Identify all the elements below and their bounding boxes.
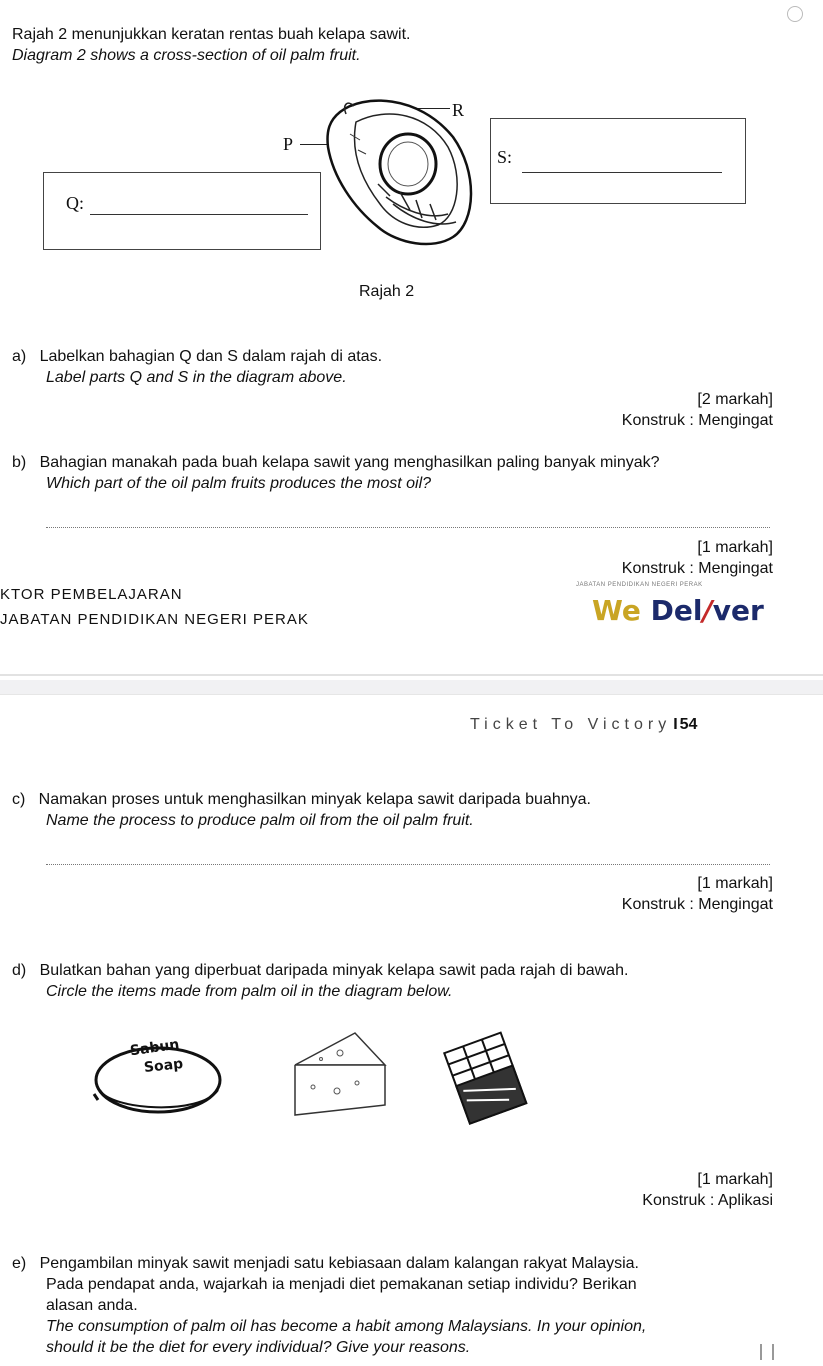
q-c-english: Name the process to produce palm oil from the oil palm fruit. — [46, 812, 474, 829]
label-q: Q: — [66, 193, 84, 213]
page-divider-top — [0, 674, 823, 676]
logo-word-we: We — [592, 594, 641, 627]
cheese-image — [285, 1025, 395, 1125]
scroll-marker-icon — [760, 1344, 774, 1360]
q-a-malay: a) Labelkan bahagian Q dan S dalam rajah di atas. — [12, 348, 383, 365]
label-r: R — [452, 100, 465, 120]
soap-text-english: Soap — [143, 1055, 184, 1077]
q-c-marks: [1 markah] — [697, 875, 773, 892]
q-b-answer-line — [46, 527, 770, 528]
we-deliver-logo — [592, 594, 764, 627]
q-e-english-line1: The consumption of palm oil has become a habit among Malaysians. In your opinion, — [46, 1318, 647, 1335]
label-p: P — [283, 134, 294, 154]
oil-palm-fruit-cross-section — [318, 92, 488, 252]
page-number: 54 — [679, 716, 698, 733]
q-answer-line — [90, 214, 308, 215]
answer-box-s — [490, 118, 746, 204]
diagram-caption: Rajah 2 — [359, 283, 415, 300]
q-c-answer-line — [46, 864, 770, 865]
q-a-english: Label parts Q and S in the diagram above. — [46, 369, 347, 386]
q-e-english-line2: should it be the diet for every individual? Give your reasons. — [46, 1339, 471, 1356]
footer-line1: KTOR PEMBELAJARAN — [0, 586, 183, 603]
q-a-construct: Konstruk : Mengingat — [621, 412, 773, 429]
ticket-to-victory-header — [470, 716, 697, 734]
footer-line2: JABATAN PENDIDIKAN NEGERI PERAK — [0, 611, 309, 628]
q-c-construct: Konstruk : Mengingat — [621, 896, 773, 913]
q-d-malay: d) Bulatkan bahan yang diperbuat daripada minyak kelapa sawit pada rajah di bawah. — [12, 962, 629, 979]
s-answer-line — [522, 172, 722, 173]
q-d-marks: [1 markah] — [697, 1171, 773, 1188]
q-b-malay: b) Bahagian manakah pada buah kelapa sawit yang menghasilkan paling banyak minyak? — [12, 454, 660, 471]
logo-word-del: Del — [650, 594, 703, 627]
q-e-malay-line1: e) Pengambilan minyak sawit menjadi satu kebiasaan dalam kalangan rakyat Malaysia. — [12, 1255, 639, 1272]
corner-clock-icon — [787, 6, 803, 22]
q-b-construct: Konstruk : Mengingat — [621, 560, 773, 577]
intro-english: Diagram 2 shows a cross-section of oil palm fruit. — [12, 47, 361, 64]
intro-malay: Rajah 2 menunjukkan keratan rentas buah kelapa sawit. — [12, 26, 411, 43]
page-separator: I — [673, 716, 678, 733]
logo-word-ver: ver — [712, 594, 764, 627]
q-a-marks: [2 markah] — [697, 391, 773, 408]
page-gap — [0, 680, 823, 694]
q-b-english: Which part of the oil palm fruits produces the most oil? — [46, 475, 432, 492]
page-divider-bottom — [0, 694, 823, 695]
q-e-malay-line2: Pada pendapat anda, wajarkah ia menjadi diet pemakanan setiap individu? Berikan — [46, 1276, 637, 1293]
logo-slash-icon: / — [702, 594, 713, 627]
ticket-title: Ticket To Victory — [470, 716, 672, 733]
q-d-construct: Konstruk : Aplikasi — [642, 1192, 773, 1209]
q-b-marks: [1 markah] — [697, 539, 773, 556]
q-e-malay-line3: alasan anda. — [46, 1297, 138, 1314]
q-c-malay: c) Namakan proses untuk menghasilkan minyak kelapa sawit daripada buahnya. — [12, 791, 591, 808]
q-d-english: Circle the items made from palm oil in the diagram below. — [46, 983, 453, 1000]
chocolate-bar-image — [440, 1030, 535, 1125]
soap-text-malay: Sabun — [129, 1036, 181, 1060]
logo-small-text: JABATAN PENDIDIKAN NEGERI PERAK — [576, 582, 703, 588]
answer-box-q — [43, 172, 321, 250]
label-s: S: — [497, 147, 513, 167]
